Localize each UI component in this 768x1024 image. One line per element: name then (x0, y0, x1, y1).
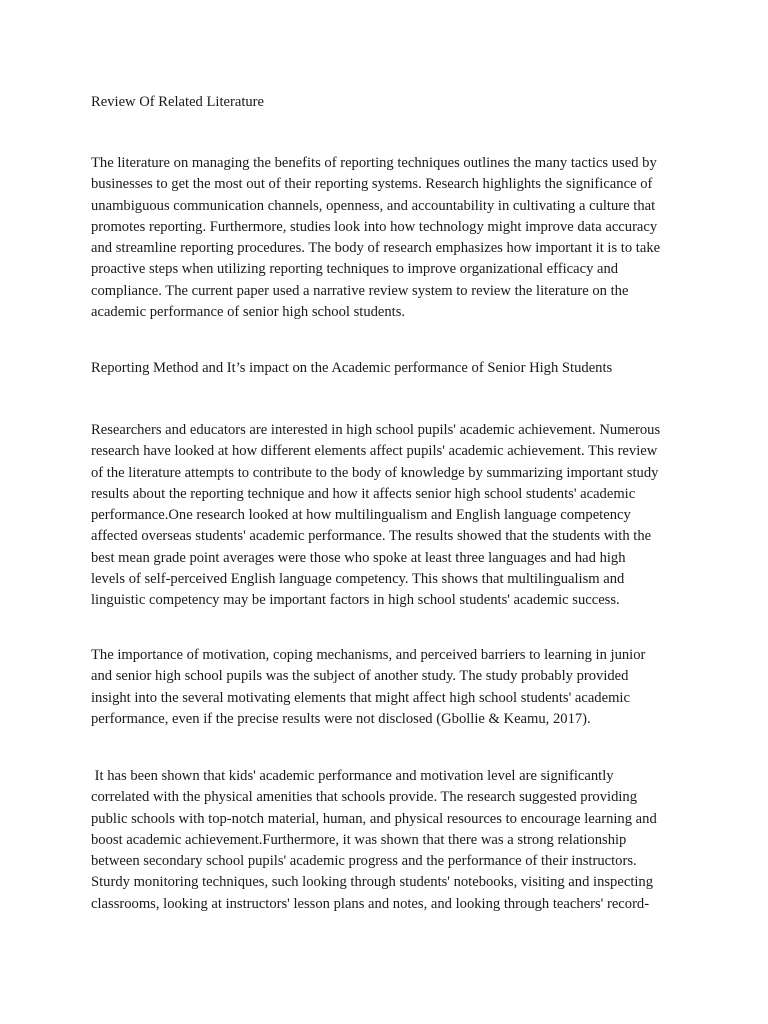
paragraph-line: public schools with top-notch material, human, and physical resources to encourage learning and (91, 810, 657, 827)
paragraph-research (91, 420, 691, 612)
paragraph-intro (91, 153, 691, 323)
paragraph-line: Researchers and educators are interested in high school pupils' academic achievement. Numerous (91, 422, 661, 438)
paragraph-line: results about the reporting technique and how it affects senior high school students' academic (91, 485, 636, 502)
paragraph-line: and senior high school pupils was the subject of another study. The study probably provided (91, 668, 629, 685)
paragraph-line: affected overseas students' academic performance. The results showed that the students with the (91, 528, 652, 545)
paragraph-line: performance, even if the precise results were not disclosed (Gbollie & Keamu, 2017). (91, 710, 591, 727)
paragraph-line: linguistic competency may be important factors in high school students' academic success. (91, 592, 620, 609)
subsection-heading: Reporting Method and It’s impact on the Academic performance of Senior High Students (91, 360, 613, 376)
paragraph-line: and streamline reporting procedures. The body of research emphasizes how important it is to take (91, 240, 661, 257)
paragraph-line: classrooms, looking at instructors' lesson plans and notes, and looking through teachers' record- (91, 895, 650, 912)
paragraph-line: performance.One research looked at how multilingualism and English language competency (91, 507, 631, 524)
paragraph-line: correlated with the physical amenities that schools provide. The research suggested providing (91, 789, 638, 806)
paragraph-line: academic performance of senior high school students. (91, 304, 406, 321)
paragraph-line: unambiguous communication channels, openness, and accountability in cultivating a culture that (91, 197, 656, 214)
paragraph-line: between secondary school pupils' academic progress and the performance of their instructors. (91, 853, 637, 870)
section-title: Review Of Related Literature (91, 94, 265, 110)
paragraph-line: levels of self-perceived English language competency. This shows that multilingualism and (91, 571, 625, 588)
paragraph-amenities (91, 766, 691, 915)
paragraph-line: The importance of motivation, coping mechanisms, and perceived barriers to learning in junior (91, 647, 646, 663)
paragraph-line: of the literature attempts to contribute to the body of knowledge by summarizing important study (91, 464, 659, 481)
paragraph-line: insight into the several motivating elements that might affect high school students' academic (91, 689, 630, 706)
paragraph-line: best mean grade point averages were those who spoke at least three languages and had high (91, 549, 626, 566)
paragraph-motivation (91, 645, 691, 730)
paragraph-line: compliance. The current paper used a narrative review system to review the literature on the (91, 282, 629, 299)
paragraph-line: promotes reporting. Furthermore, studies look into how technology might improve data accuracy (91, 218, 658, 235)
paragraph-line: Sturdy monitoring techniques, such looking through students' notebooks, visiting and inspecting (91, 874, 654, 891)
paragraph-line: The literature on managing the benefits of reporting techniques outlines the many tactics used by (91, 155, 657, 171)
paragraph-line: boost academic achievement.Furthermore, it was shown that there was a strong relationship (91, 831, 627, 848)
paragraph-line: proactive steps when utilizing reporting techniques to improve organizational efficacy and (91, 261, 619, 278)
paragraph-line: businesses to get the most out of their reporting systems. Research highlights the significance of (91, 176, 653, 193)
paragraph-line: research have looked at how different elements affect pupils' academic achievement. This review (91, 443, 658, 460)
paragraph-line: It has been shown that kids' academic performance and motivation level are significantly (91, 768, 614, 784)
